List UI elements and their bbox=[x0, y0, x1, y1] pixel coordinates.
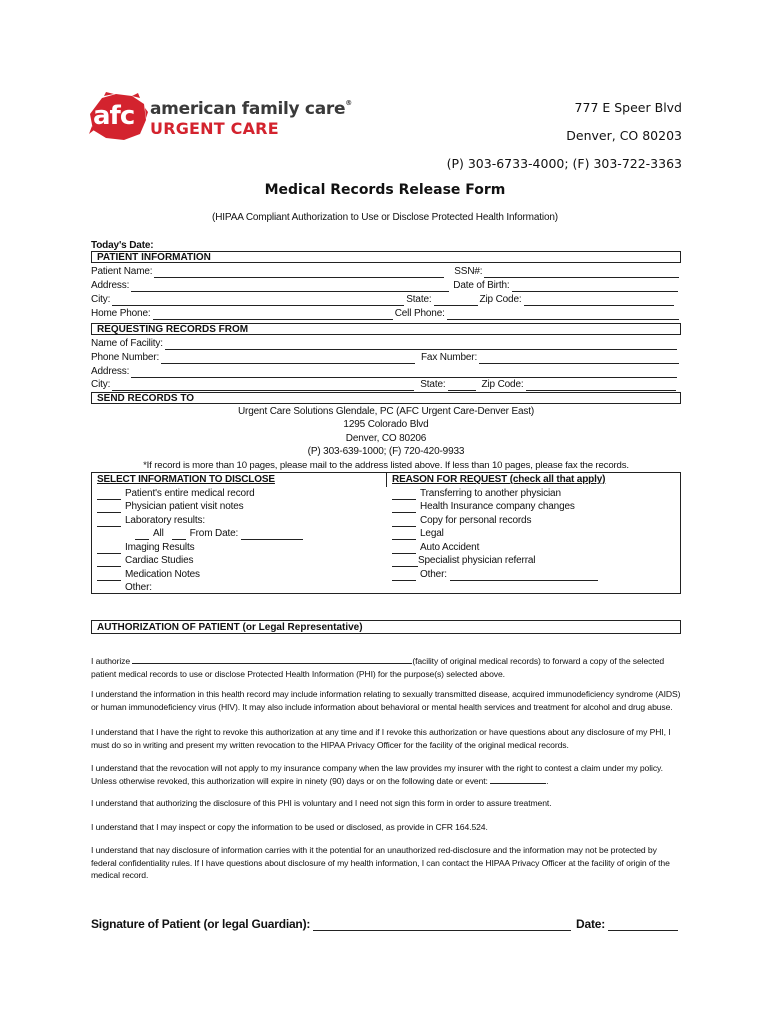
auth-paragraph-6: I understand that I may inspect or copy the information to be used or disclosed, as provide in CFR 164.524. bbox=[91, 822, 488, 832]
home-phone-field[interactable] bbox=[153, 310, 393, 320]
req-city-field[interactable] bbox=[112, 381, 414, 391]
todays-date-label: Today's Date: bbox=[91, 240, 154, 251]
patient-phone-row bbox=[91, 307, 681, 320]
req-state-label: State: bbox=[420, 379, 446, 390]
clinic-address bbox=[447, 94, 682, 178]
patient-state-label: State: bbox=[406, 294, 432, 305]
auth-paragraph-4 bbox=[91, 762, 683, 787]
registered-mark: ® bbox=[345, 99, 352, 107]
select-imaging bbox=[97, 541, 194, 554]
select-lab bbox=[97, 514, 205, 527]
requesting-header: REQUESTING RECORDS FROM bbox=[91, 323, 681, 335]
reason-auto-checkbox[interactable] bbox=[392, 545, 416, 554]
facility-field[interactable] bbox=[165, 340, 677, 350]
auth-paragraph-2: I understand the information in this health record may include information relating to sexually transmitted disease, acquired immunodeficiency syndrome (AIDS) or human immunodeficiency virus (HIV). It may also include information about behavioral or mental health services and treatment for alcohol and drug abuse. bbox=[91, 689, 681, 712]
reason-copy bbox=[392, 514, 531, 527]
select-imaging-label: Imaging Results bbox=[125, 542, 195, 553]
select-imaging-checkbox[interactable] bbox=[97, 545, 121, 554]
select-other-field[interactable] bbox=[155, 585, 295, 594]
reason-legal-label: Legal bbox=[420, 528, 444, 539]
reason-auto bbox=[392, 541, 479, 554]
select-lab-checkbox[interactable] bbox=[97, 518, 121, 527]
auth-paragraph-1 bbox=[91, 655, 683, 680]
authorize-facility-field[interactable] bbox=[132, 655, 412, 664]
signature-row bbox=[91, 915, 681, 931]
select-entire-label: Patient's entire medical record bbox=[125, 488, 255, 499]
auth-p4-end: . bbox=[546, 775, 549, 786]
reason-insurance-checkbox[interactable] bbox=[392, 504, 416, 513]
signature-label: Signature of Patient (or legal Guardian): bbox=[91, 917, 311, 931]
req-address-row bbox=[91, 365, 681, 378]
req-address-field[interactable] bbox=[131, 368, 677, 378]
reason-legal bbox=[392, 527, 444, 540]
reason-other-field[interactable] bbox=[450, 572, 598, 581]
signature-date-field[interactable] bbox=[608, 919, 678, 931]
select-other-label: Other: bbox=[125, 582, 152, 593]
select-visit-notes-checkbox[interactable] bbox=[97, 504, 121, 513]
select-cardiac bbox=[97, 554, 193, 567]
req-zip-label: Zip Code: bbox=[481, 379, 524, 390]
auth-p4-start: I understand that the revocation will not apply to my insurance company when the law provides my insurer with the right to contest a claim under my policy. Unless otherwise revoked, this authorization will expire in ninety (90) days or on the following date or event: bbox=[91, 763, 663, 786]
patient-city-row bbox=[91, 293, 681, 306]
facility-label: Name of Facility: bbox=[91, 338, 163, 349]
select-medication-label: Medication Notes bbox=[125, 569, 200, 580]
reason-copy-checkbox[interactable] bbox=[392, 518, 416, 527]
ssn-label: SSN#: bbox=[454, 266, 483, 277]
brand-logo bbox=[88, 92, 358, 144]
req-city-row bbox=[91, 378, 681, 391]
auth-paragraph-5: I understand that authorizing the disclosure of this PHI is voluntary and I need not sign this form in order to assure treatment. bbox=[91, 798, 552, 808]
select-lab-label: Laboratory results: bbox=[125, 515, 205, 526]
send-to-line2: 1295 Colorado Blvd bbox=[343, 419, 429, 430]
req-address-label: Address: bbox=[91, 366, 130, 377]
select-visit-notes-label: Physician patient visit notes bbox=[125, 501, 244, 512]
patient-zip-field[interactable] bbox=[524, 296, 674, 306]
reason-auto-label: Auto Accident bbox=[420, 542, 480, 553]
select-lab-all-label: All bbox=[153, 528, 164, 539]
brand-name bbox=[150, 99, 352, 119]
auth-paragraph-7: I understand that nay disclosure of information carries with it the potential for an unauthorized red-disclosure and the information may not be protected by federal confidentiality rules. If I have questions about disclosure of my health information, I can contact the HIPAA Privacy Officer at the facility of origin of the medical record. bbox=[91, 845, 670, 880]
brand-tagline: URGENT CARE bbox=[150, 119, 279, 138]
req-city-label: City: bbox=[91, 379, 111, 390]
reason-other-label: Other: bbox=[420, 569, 447, 580]
select-other-checkbox[interactable] bbox=[97, 585, 121, 594]
clinic-address-line3: (P) 303-6733-4000; (F) 303-722-3363 bbox=[446, 156, 682, 171]
reason-transfer-checkbox[interactable] bbox=[392, 491, 416, 500]
patient-address-label: Address: bbox=[91, 280, 130, 291]
patient-name-label: Patient Name: bbox=[91, 266, 153, 277]
send-to-line4: (P) 303-639-1000; (F) 720-420-9933 bbox=[307, 446, 465, 457]
facility-row bbox=[91, 337, 681, 350]
select-medication-checkbox[interactable] bbox=[97, 572, 121, 581]
signature-field[interactable] bbox=[313, 919, 571, 931]
select-other bbox=[97, 581, 299, 594]
select-info-header: SELECT INFORMATION TO DISCLOSE bbox=[97, 474, 275, 485]
req-phone-field[interactable] bbox=[161, 354, 415, 364]
expiration-date-field[interactable] bbox=[490, 775, 549, 786]
signature-date-label: Date: bbox=[576, 917, 606, 931]
req-phone-label: Phone Number: bbox=[91, 352, 160, 363]
send-to-header: SEND RECORDS TO bbox=[91, 392, 681, 404]
select-cardiac-checkbox[interactable] bbox=[97, 558, 121, 567]
select-lab-range bbox=[135, 527, 307, 540]
select-entire-checkbox[interactable] bbox=[97, 491, 121, 500]
patient-zip-label: Zip Code: bbox=[479, 294, 522, 305]
reason-specialist-label: Specialist physician referral bbox=[418, 555, 536, 566]
reason-specialist bbox=[392, 554, 535, 567]
patient-state-field[interactable] bbox=[434, 296, 478, 306]
reason-copy-label: Copy for personal records bbox=[420, 515, 532, 526]
select-lab-from-checkbox[interactable] bbox=[172, 531, 186, 540]
req-fax-field[interactable] bbox=[479, 354, 679, 364]
send-to-line3: Denver, CO 80206 bbox=[345, 433, 427, 444]
req-zip-field[interactable] bbox=[526, 381, 676, 391]
reason-transfer-label: Transferring to another physician bbox=[420, 488, 561, 499]
home-phone-label: Home Phone: bbox=[91, 308, 151, 319]
patient-city-field[interactable] bbox=[112, 296, 404, 306]
req-state-field[interactable] bbox=[448, 381, 476, 391]
patient-address-field[interactable] bbox=[131, 282, 449, 292]
reason-header: REASON FOR REQUEST (check all that apply) bbox=[392, 474, 606, 485]
auth-paragraph-3: I understand that I have the right to revoke this authorization at any time and if I revoke this authorization or have questions about any disclosure of my PHI, I must do so in writing and present my written revocation to the HIPAA Privacy Officer for the facility of the original medical records. bbox=[91, 727, 671, 750]
reason-insurance-label: Health Insurance company changes bbox=[420, 501, 575, 512]
reason-other bbox=[392, 568, 602, 581]
patient-info-header: PATIENT INFORMATION bbox=[91, 251, 681, 263]
cell-phone-label: Cell Phone: bbox=[394, 308, 445, 319]
select-cardiac-label: Cardiac Studies bbox=[125, 555, 194, 566]
form-title: Medical Records Release Form bbox=[264, 182, 506, 198]
auth-p1-end: (facility of original medical records) to forward a copy of the selected patient medical records to use or disclose Protected Health Information (PHI) for the purpose(s) selected above. bbox=[91, 656, 665, 679]
patient-name-row bbox=[91, 265, 681, 278]
select-lab-from-label: From Date: bbox=[189, 528, 239, 539]
select-lab-all-checkbox[interactable] bbox=[135, 531, 149, 540]
clinic-address-line1: 777 E Speer Blvd bbox=[574, 100, 682, 115]
ssn-field[interactable] bbox=[484, 268, 679, 278]
select-visit-notes bbox=[97, 500, 244, 513]
reason-insurance bbox=[392, 500, 575, 513]
patient-address-row bbox=[91, 279, 681, 292]
req-phone-row bbox=[91, 351, 681, 364]
patient-name-field[interactable] bbox=[154, 268, 444, 278]
cell-phone-field[interactable] bbox=[447, 310, 679, 320]
reason-specialist-checkbox[interactable] bbox=[392, 558, 418, 567]
send-to-note: *If record is more than 10 pages, please mail to the address listed above. If less than 10 pages, please fax the records. bbox=[143, 460, 629, 471]
auth-p1-start: I authorize bbox=[91, 656, 131, 666]
logo-mark-text: afc bbox=[93, 101, 135, 131]
brand-name-text: american family care bbox=[150, 99, 346, 119]
authorization-header: AUTHORIZATION OF PATIENT (or Legal Representative) bbox=[91, 620, 681, 634]
select-medication bbox=[97, 568, 200, 581]
dob-label: Date of Birth: bbox=[453, 280, 510, 291]
form-subtitle: (HIPAA Compliant Authorization to Use or Disclose Protected Health Information) bbox=[212, 212, 558, 223]
patient-city-label: City: bbox=[91, 294, 111, 305]
select-lab-from-date-field[interactable] bbox=[241, 531, 303, 540]
select-entire-record bbox=[97, 487, 255, 500]
req-fax-label: Fax Number: bbox=[420, 352, 478, 363]
reason-other-checkbox[interactable] bbox=[392, 572, 416, 581]
clinic-address-line2: Denver, CO 80203 bbox=[566, 128, 682, 143]
reason-legal-checkbox[interactable] bbox=[392, 531, 416, 540]
send-to-line1: Urgent Care Solutions Glendale, PC (AFC Urgent Care-Denver East) bbox=[237, 406, 535, 417]
reason-transfer bbox=[392, 487, 561, 500]
table-divider bbox=[386, 472, 387, 487]
dob-field[interactable] bbox=[512, 282, 678, 292]
